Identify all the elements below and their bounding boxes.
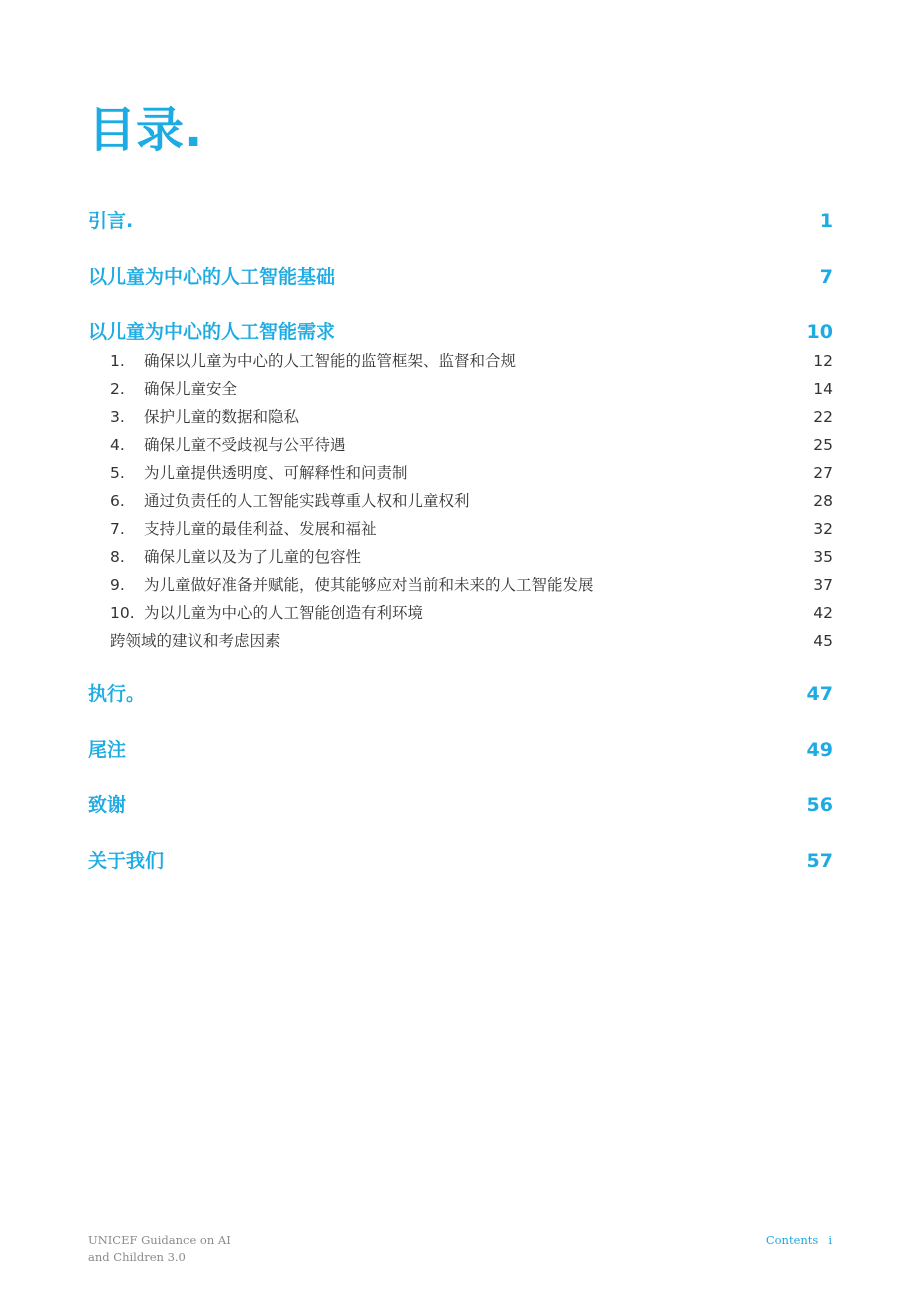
toc-subsection-label: 确保儿童以及为了儿童的包容性: [144, 548, 362, 566]
toc-section[interactable]: [88, 208, 833, 234]
toc-subsection-label: 确保儿童不受歧视与公平待遇: [144, 436, 346, 454]
toc-subsection-page: 45: [813, 632, 833, 650]
toc-subsection[interactable]: [110, 490, 833, 512]
toc-subsection-number: 4.: [110, 436, 125, 454]
toc-subsection-number: 7.: [110, 520, 125, 538]
toc-subsection[interactable]: [110, 406, 833, 428]
toc-section-page: 56: [806, 794, 833, 816]
toc-subsection[interactable]: [110, 350, 833, 372]
toc-subsection-page: 42: [813, 604, 833, 622]
toc-section[interactable]: [88, 848, 833, 874]
toc-section-label: 以儿童为中心的人工智能基础: [88, 266, 336, 288]
toc-subsection-number: 5.: [110, 464, 125, 482]
toc-subsection-number: 10.: [110, 604, 135, 622]
toc-subsection-label: 为儿童提供透明度、可解释性和问责制: [144, 464, 408, 482]
toc-subsection-label: 确保儿童安全: [144, 380, 238, 398]
toc-subsection[interactable]: [110, 602, 833, 624]
footer-contents-link[interactable]: Contents: [765, 1233, 819, 1247]
toc-subsection-label: 确保以儿童为中心的人工智能的监管框架、监督和合规: [144, 352, 517, 370]
toc-subsection-number: 9.: [110, 576, 125, 594]
toc-subsection-number: 6.: [110, 492, 125, 510]
toc-subsection[interactable]: [110, 378, 833, 400]
toc-section-label: 引言.: [88, 210, 134, 232]
toc-subsection-label: 通过负责任的人工智能实践尊重人权和儿童权利: [144, 492, 470, 510]
footer-page-label: [766, 1232, 832, 1249]
toc-subsection-label: 为儿童做好准备并赋能，使其能够应对当前和未来的人工智能发展: [144, 576, 594, 594]
toc-section-page: 10: [806, 321, 833, 343]
footer-page-number: i: [828, 1233, 832, 1247]
toc-subsection-page: 25: [813, 436, 833, 454]
toc-subsection-label: 支持儿童的最佳利益、发展和福祉: [144, 520, 377, 538]
toc-subsection-label: 跨领域的建议和考虑因素: [110, 632, 281, 650]
toc-section-label: 致谢: [88, 794, 127, 816]
toc-section-page: 57: [806, 850, 833, 872]
toc-subsection-page: 37: [813, 576, 833, 594]
footer-title-line: and Children 3.0: [88, 1250, 186, 1264]
toc-section-label: 以儿童为中心的人工智能需求: [88, 321, 336, 343]
footer-title-line: UNICEF Guidance on AI: [88, 1233, 231, 1247]
toc-subsection[interactable]: [110, 518, 833, 540]
toc-section-page: 49: [806, 739, 833, 761]
toc-subsection-label: 为以儿童为中心的人工智能创造有利环境: [144, 604, 424, 622]
toc-subsection-page: 14: [813, 380, 833, 398]
toc-section[interactable]: [88, 319, 833, 345]
toc-subsection-number: 2.: [110, 380, 125, 398]
toc-section-label: 执行。: [88, 683, 146, 705]
toc-section-page: 1: [819, 210, 833, 232]
toc-subsection-page: 28: [813, 492, 833, 510]
toc-section-label: 尾注: [88, 739, 127, 761]
toc-section[interactable]: [88, 737, 833, 763]
toc-subsection-page: 35: [813, 548, 833, 566]
toc-subsection-page: 27: [813, 464, 833, 482]
toc-section-label: 关于我们: [88, 850, 165, 872]
toc-subsection[interactable]: [110, 574, 833, 596]
toc-subsection[interactable]: [110, 630, 833, 652]
toc-subsection-number: 3.: [110, 408, 125, 426]
toc-subsection-label: 保护儿童的数据和隐私: [144, 408, 300, 426]
page-title: 目录.: [88, 102, 203, 158]
toc-section[interactable]: [88, 681, 833, 707]
toc-section[interactable]: [88, 792, 833, 818]
toc-section-page: 47: [806, 683, 833, 705]
toc-subsection-page: 12: [813, 352, 833, 370]
toc-subsection[interactable]: [110, 462, 833, 484]
toc-subsection[interactable]: [110, 546, 833, 568]
toc-subsection-number: 8.: [110, 548, 125, 566]
toc-subsection[interactable]: [110, 434, 833, 456]
toc-subsection-page: 32: [813, 520, 833, 538]
toc-section[interactable]: [88, 264, 833, 290]
footer-document-title: [88, 1232, 231, 1266]
toc-subsection-number: 1.: [110, 352, 125, 370]
toc-section-page: 7: [819, 266, 833, 288]
toc-subsection-page: 22: [813, 408, 833, 426]
